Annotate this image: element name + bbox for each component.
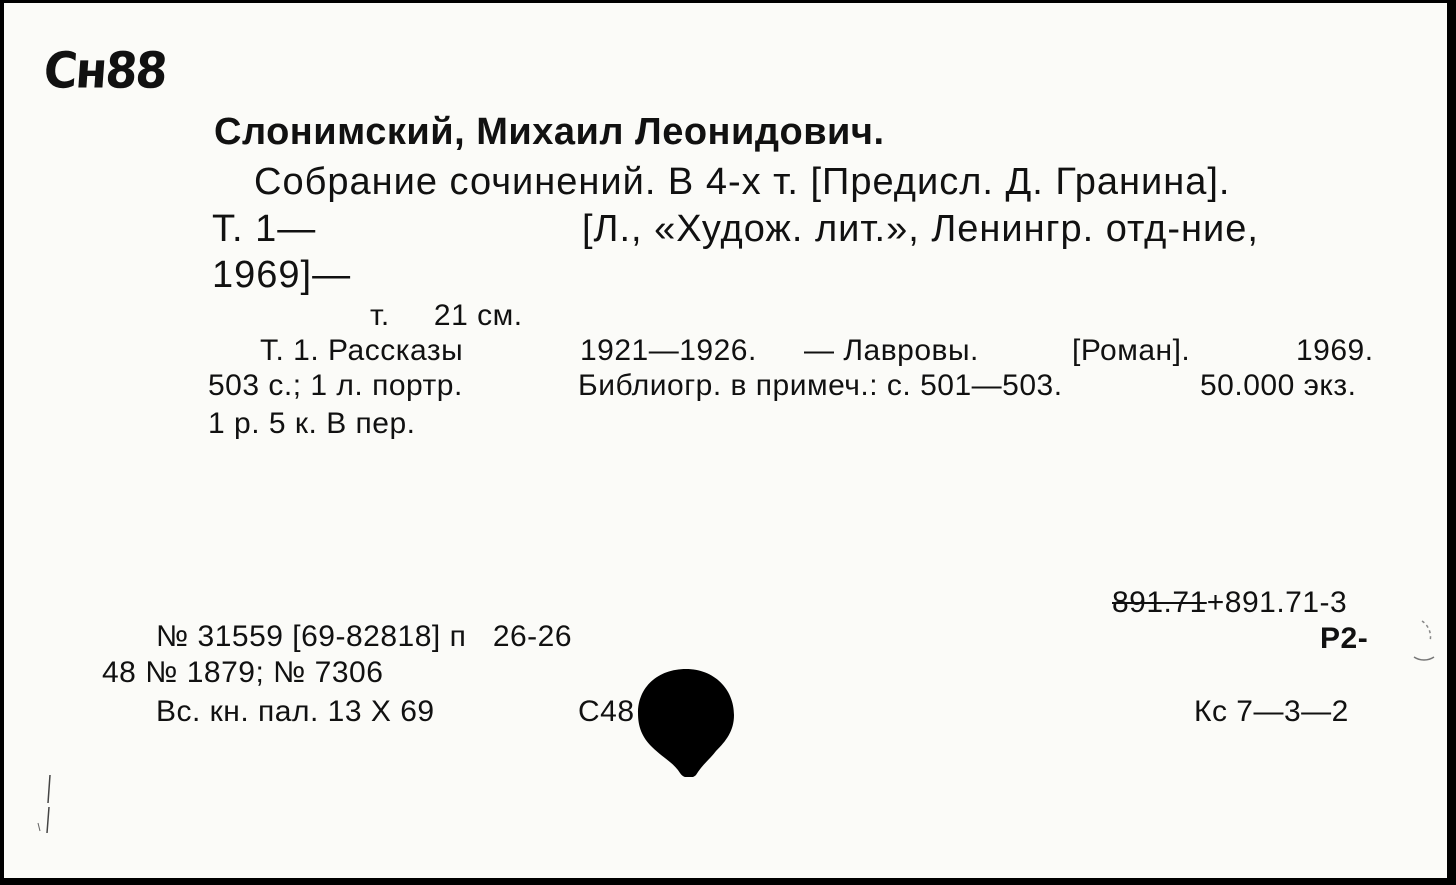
classification-index: Р2-	[1320, 622, 1369, 655]
contents-line2-part2: Библиогр. в примеч.: с. 501—503.	[578, 369, 1063, 402]
pencil-mark-icon	[34, 773, 64, 843]
contents-line3: 1 р. 5 к. В пер.	[208, 407, 416, 440]
classification-line	[1112, 586, 1347, 620]
registry-line2: 48 № 1879; № 7306	[102, 656, 384, 689]
contents-line1-part3: — Лавровы.	[804, 334, 979, 367]
contents-line2-part3: 50.000 экз.	[1200, 369, 1357, 402]
contents-line1-part2: 1921—1926.	[580, 334, 757, 367]
pencil-mark-icon	[1394, 611, 1444, 671]
kc-code: Кс 7—3—2	[1194, 695, 1349, 728]
stamp-code: С48	[578, 695, 635, 728]
catalog-card	[4, 3, 1447, 878]
volume-prefix: Т. 1—	[212, 208, 317, 250]
contents-line1-part1: Т. 1. Рассказы	[260, 334, 464, 367]
contents-line1-part5: 1969.	[1296, 334, 1374, 367]
ink-blot-icon	[636, 667, 736, 777]
registry-line1: № 31559 [69-82818] п 26-26	[156, 620, 573, 653]
author-heading: Слонимский, Михаил Леонидович.	[214, 111, 885, 153]
imprint: [Л., «Худож. лит.», Ленингр. отд-ние,	[582, 208, 1259, 250]
physical-size: т. 21 см.	[370, 299, 523, 332]
classification-main: +891.71-3	[1206, 586, 1348, 619]
contents-line1-part4: [Роман].	[1072, 334, 1191, 367]
registry-line3: Вс. кн. пал. 13 X 69	[156, 695, 435, 728]
title-line: Собрание сочинений. В 4-х т. [Предисл. Д. Гранина].	[254, 161, 1231, 203]
year-open: 1969]—	[212, 254, 352, 296]
contents-line2-part1: 503 с.; 1 л. портр.	[208, 369, 463, 402]
shelf-mark: Сн88	[41, 40, 168, 100]
classification-struck: 891.71	[1112, 586, 1207, 619]
